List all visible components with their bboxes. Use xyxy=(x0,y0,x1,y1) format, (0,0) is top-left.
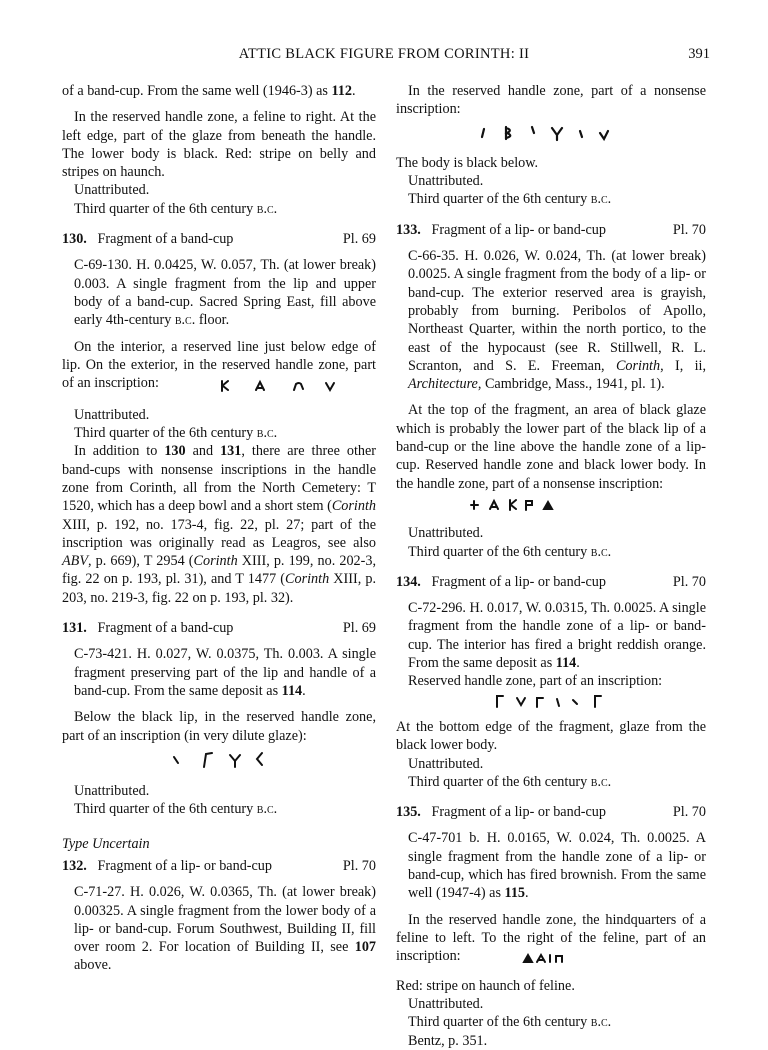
text: . xyxy=(525,885,529,902)
text: C-72-296. H. 0.017, W. 0.0315, Th. 0.0025. A single fragment from the handle zone of a lip- or band-cup. The interior has fired a bright reddish orange. From the same deposit as xyxy=(408,600,706,672)
description: On the interior, a reserved line just below edge of lip. On the exterior, in the reserved handle zone, part of an inscription: xyxy=(62,338,376,392)
entry-135 xyxy=(396,803,706,1050)
entry-body xyxy=(396,829,706,902)
entry-body xyxy=(396,599,706,672)
text: . xyxy=(302,682,306,699)
text: In addition to xyxy=(74,443,158,460)
catalog-ref: 130 xyxy=(164,443,186,460)
citation-title: ABV xyxy=(62,553,88,570)
text: Third quarter of the 6th century xyxy=(74,200,254,217)
text: C-69-130. H. 0.0425, W. 0.057, Th. (at lower break) 0.003. A single fragment from the lip and upper body of a band-cup. Sacred Spring East, fill above early 4th-century xyxy=(74,257,376,329)
catalog-ref: 112 xyxy=(331,83,352,99)
plate-ref: Pl. 70 xyxy=(672,221,706,238)
catalog-ref: 114 xyxy=(281,682,303,699)
entry-133 xyxy=(396,221,706,561)
inscription-glyphs xyxy=(164,749,274,771)
inscription-figure xyxy=(396,497,706,518)
continuation-paragraph xyxy=(62,82,376,100)
citation-title: Architecture xyxy=(408,376,478,393)
attribution: Unattributed. xyxy=(408,173,484,190)
plate-ref: Pl. 70 xyxy=(672,804,706,821)
entry-heading xyxy=(62,857,376,875)
text: Third quarter of the 6th century xyxy=(408,773,588,790)
text: b.c. xyxy=(590,1014,612,1031)
inscription-glyphs xyxy=(520,951,570,965)
right-column xyxy=(396,82,706,1050)
date-line xyxy=(62,800,376,818)
description: At the top of the fragment, an area of black glaze which is probably the lower part of the black lip of a band-cup or the line above the handle zone of a lip-cup. Reserved handle zone and black lower body. In the handle zone, part of a nonsense inscription: xyxy=(396,402,706,492)
page-header xyxy=(58,46,710,68)
date-line xyxy=(62,424,376,442)
attribution: Unattributed. xyxy=(408,755,484,772)
text: Third quarter of the 6th century xyxy=(408,191,588,208)
text: C-71-27. H. 0.026, W. 0.0365, Th. (at lower break) 0.00325. A single fragment from the lower body of a lip- or band-cup. Forum Southwest, Building II, fill over room 2. For location of Building II, see xyxy=(74,884,376,956)
bibliography: Bentz, p. 351. xyxy=(408,1032,488,1049)
entry-heading xyxy=(396,221,706,239)
comparanda-paragraph xyxy=(62,442,376,607)
date-line xyxy=(396,1013,706,1031)
date-line xyxy=(396,190,706,208)
entry-title-line xyxy=(62,230,233,248)
entry-131 xyxy=(62,619,376,819)
running-head: ATTIC BLACK FIGURE FROM CORINTH: II xyxy=(238,46,530,62)
attribution: Unattributed. xyxy=(74,783,150,800)
description: Red: stripe on haunch of feline. xyxy=(396,977,575,994)
entry-title-line xyxy=(396,803,606,821)
text: of a band-cup. From the same well (1946-3) as xyxy=(62,83,328,99)
catalog-ref: 115 xyxy=(504,885,526,902)
inscription-figure xyxy=(396,123,706,148)
text: Third quarter of the 6th century xyxy=(74,425,254,442)
entry-number: 130. xyxy=(62,231,87,248)
text: XIII, p. 199, no. 202-3, fig. 22 on p. 193, pl. 31), and T 1477 ( xyxy=(62,553,376,588)
text: XIII, p. 203, no. 219-3, fig. 22 on p. 193, pl. 32). xyxy=(62,571,376,606)
text: b.c. xyxy=(256,801,278,818)
text: , I, ii, xyxy=(660,357,706,374)
text: XIII, p. 192, no. 173-4, fig. 22, pl. 27; part of the inscription was originally read as Leagros, see also xyxy=(62,516,376,551)
inscription-glyphs xyxy=(216,378,356,394)
entry-130 xyxy=(62,230,376,607)
catalog-ref: 114 xyxy=(555,655,577,672)
entry-134 xyxy=(396,573,706,791)
entry-title-line xyxy=(396,221,606,239)
text: floor. xyxy=(198,312,230,329)
plate-ref: Pl. 69 xyxy=(342,620,376,637)
paragraph: In the reserved handle zone, a feline to right. At the left edge, part of the glaze from beneath the handle. The lower body is black. Red: stripe on belly and stripes on haunch. xyxy=(62,109,376,181)
text: and xyxy=(192,443,214,460)
plate-ref: Pl. 70 xyxy=(672,573,706,590)
attribution: Unattributed. xyxy=(74,182,150,199)
description: Reserved handle zone, part of an inscription: xyxy=(408,673,663,690)
text: , Cambridge, Mass., 1941, pl. 1). xyxy=(477,376,665,393)
catalog-ref: 131 xyxy=(220,443,242,460)
citation-title: Corinth xyxy=(615,357,661,374)
entry-number: 135. xyxy=(396,804,421,821)
text: C-66-35. H. 0.026, W. 0.024, Th. (at lower break) 0.0025. A single fragment from the body of a lip- or band-cup. The exterior reserved area is grayish, probably from burning. Peribolos of Apollo, Northeast Quarter, within the north portico, to the east of the hypocaust (see R. Stillwell, R. L. Scranton, and S. E. Freeman, xyxy=(408,248,706,374)
entry-body xyxy=(396,247,706,393)
entry-title: Fragment of a band-cup xyxy=(97,231,234,248)
text: . xyxy=(576,655,580,672)
text: b.c. xyxy=(590,543,612,560)
entry-number: 132. xyxy=(62,857,87,874)
attribution: Unattributed. xyxy=(408,525,484,542)
description: Below the black lip, in the reserved handle zone, part of an inscription (in very dilute glaze): xyxy=(62,709,376,744)
plate-ref: Pl. 69 xyxy=(342,231,376,248)
entry-heading xyxy=(396,803,706,821)
entry-title: Fragment of a lip- or band-cup xyxy=(431,804,606,821)
paragraph: In the reserved handle zone, part of a nonsense inscription: xyxy=(396,83,706,118)
entry-body xyxy=(62,645,376,700)
text: b.c. xyxy=(590,773,612,790)
inscription-glyphs xyxy=(468,497,558,513)
citation-title: Corinth xyxy=(285,571,330,588)
entry-number: 131. xyxy=(62,620,87,637)
text: b.c. xyxy=(174,312,196,329)
date-line xyxy=(396,543,706,561)
text: b.c. xyxy=(256,425,278,442)
date-line xyxy=(62,200,376,218)
attribution: Unattributed. xyxy=(408,996,484,1013)
text: above. xyxy=(74,957,112,974)
text: , there are three other band-cups with nonsense inscriptions in the handle zone from Corinth, all from the North Cemetery: T 1520, which has a deep bowl and a short stem ( xyxy=(62,443,376,515)
entry-title-line xyxy=(62,619,233,637)
entry-number: 134. xyxy=(396,573,421,590)
paragraph: The body is black below. xyxy=(396,154,539,171)
text: Third quarter of the 6th century xyxy=(74,801,254,818)
citation-title: Corinth xyxy=(193,553,238,570)
entry-title: Fragment of a lip- or band-cup xyxy=(431,221,606,238)
text: . xyxy=(352,83,356,99)
inscription-figure xyxy=(62,749,376,776)
entry-title: Fragment of a band-cup xyxy=(97,620,234,637)
catalog-ref: 107 xyxy=(354,939,376,956)
entry-title-line xyxy=(62,857,272,875)
date-line xyxy=(396,773,706,791)
entry-number: 133. xyxy=(396,221,421,238)
entry-heading xyxy=(62,230,376,248)
entry-body xyxy=(62,256,376,329)
entry-title-line xyxy=(396,573,606,591)
inscription-glyphs xyxy=(491,693,611,709)
inscription-figure xyxy=(396,693,706,714)
entry-132 xyxy=(62,857,376,975)
citation-title: Corinth xyxy=(331,498,376,515)
description: In the reserved handle zone, the hindquarters of a feline to left. To the right of the feline, part of an inscription: xyxy=(396,911,706,965)
inscription-glyphs xyxy=(476,123,626,143)
section-heading: Type Uncertain xyxy=(62,835,150,852)
entry-body xyxy=(62,883,376,974)
text: , p. 669), T 2954 ( xyxy=(88,553,194,570)
entry-heading xyxy=(62,619,376,637)
page-number: 391 xyxy=(688,46,710,62)
plate-ref: Pl. 70 xyxy=(342,857,376,874)
entry-title: Fragment of a lip- or band-cup xyxy=(97,857,272,874)
text: C-47-701 b. H. 0.0165, W. 0.024, Th. 0.0025. A single fragment from the handle zone of a lip- or band-cup, which has fired brownish. From the same well (1947-4) as xyxy=(408,830,706,902)
attribution: Unattributed. xyxy=(74,406,150,423)
entry-heading xyxy=(396,573,706,591)
text: C-73-421. H. 0.027, W. 0.0375, Th. 0.003. A single fragment preserving part of the lip and handle of a band-cup. From the same deposit as xyxy=(74,646,376,699)
entry-title: Fragment of a lip- or band-cup xyxy=(431,573,606,590)
text: b.c. xyxy=(256,200,278,217)
text: Third quarter of the 6th century xyxy=(408,1014,588,1031)
left-column xyxy=(62,82,376,975)
description: At the bottom edge of the fragment, glaze from the black lower body. xyxy=(396,718,706,754)
text: Third quarter of the 6th century xyxy=(408,543,588,560)
text: b.c. xyxy=(590,191,612,208)
